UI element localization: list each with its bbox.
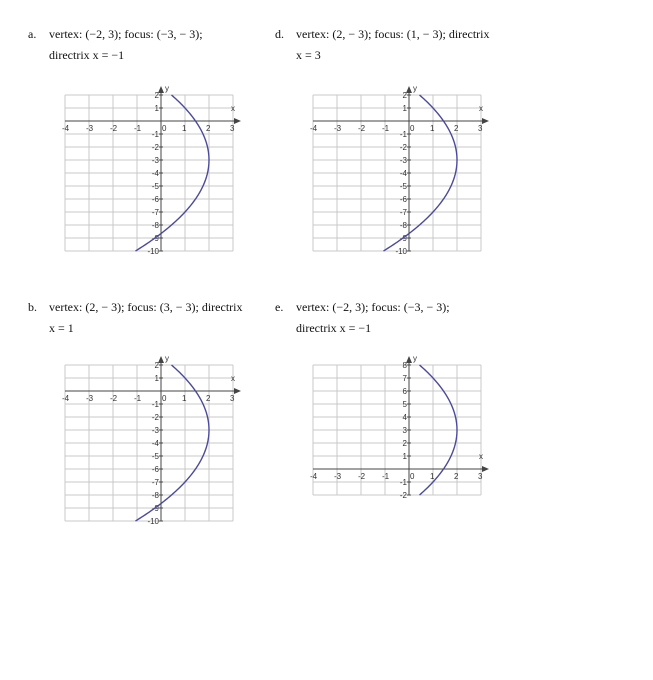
- y-tick-label: 1: [154, 374, 159, 383]
- x-tick-label: 0: [410, 472, 415, 481]
- y-tick-label: -4: [151, 439, 159, 448]
- x-axis-label: x: [231, 374, 235, 383]
- y-axis-label: y: [413, 355, 417, 363]
- y-tick-label: -5: [151, 452, 159, 461]
- x-axis-label: x: [231, 104, 235, 113]
- y-tick-label: -8: [151, 491, 159, 500]
- x-tick-label: 0: [410, 124, 415, 133]
- x-tick-label: -3: [86, 124, 94, 133]
- y-tick-label: -1: [399, 130, 407, 139]
- x-tick-label: -3: [86, 394, 94, 403]
- y-tick-label: -9: [151, 234, 159, 243]
- x-tick-label: -2: [358, 124, 366, 133]
- x-axis-arrow: [234, 388, 241, 394]
- x-axis-label: x: [479, 452, 483, 461]
- x-tick-label: 1: [430, 124, 435, 133]
- x-tick-label: -1: [134, 124, 142, 133]
- x-axis-label: x: [479, 104, 483, 113]
- option-letter: e.: [275, 300, 284, 314]
- x-tick-label: 1: [182, 124, 187, 133]
- y-tick-label: 1: [154, 104, 159, 113]
- y-tick-label: -4: [151, 169, 159, 178]
- option-line-2: directrix x = −1: [49, 48, 125, 62]
- y-tick-label: -3: [151, 156, 159, 165]
- y-tick-label: 3: [402, 426, 407, 435]
- graph-option-d: [303, 85, 503, 265]
- y-tick-label: 8: [402, 361, 407, 370]
- x-tick-label: 1: [430, 472, 435, 481]
- option-letter: d.: [275, 27, 284, 41]
- y-tick-label: -6: [151, 195, 159, 204]
- option-line-1: vertex: (2, − 3); focus: (1, − 3); directrix: [296, 27, 490, 41]
- y-tick-label: -2: [151, 143, 159, 152]
- y-tick-label: -1: [399, 478, 407, 487]
- y-tick-label: -7: [151, 478, 159, 487]
- x-tick-label: 3: [230, 124, 235, 133]
- y-tick-label: -2: [151, 413, 159, 422]
- option-d: [275, 25, 535, 65]
- x-tick-label: 3: [478, 124, 483, 133]
- y-tick-label: 7: [402, 374, 407, 383]
- y-tick-label: -4: [399, 169, 407, 178]
- y-tick-label: -3: [151, 426, 159, 435]
- x-tick-label: -4: [62, 124, 70, 133]
- y-tick-label: -1: [151, 400, 159, 409]
- y-tick-label: 2: [402, 439, 407, 448]
- option-line-2: directrix x = −1: [296, 321, 372, 335]
- x-tick-label: -2: [110, 124, 118, 133]
- y-tick-label: -5: [399, 182, 407, 191]
- x-tick-label: 1: [182, 394, 187, 403]
- y-tick-label: 1: [402, 452, 407, 461]
- option-letter: b.: [28, 300, 37, 314]
- x-axis-arrow: [234, 118, 241, 124]
- y-tick-label: -2: [399, 143, 407, 152]
- x-tick-label: -1: [382, 124, 390, 133]
- x-tick-label: 2: [454, 472, 459, 481]
- y-axis-label: y: [165, 85, 169, 93]
- x-tick-label: -1: [134, 394, 142, 403]
- option-e: [275, 298, 535, 338]
- y-tick-label: 5: [402, 400, 407, 409]
- y-tick-label: -6: [399, 195, 407, 204]
- y-tick-label: -7: [399, 208, 407, 217]
- y-tick-label: 2: [154, 361, 159, 370]
- option-line-2: x = 1: [49, 321, 74, 335]
- option-a: [28, 25, 278, 65]
- y-tick-label: -2: [399, 491, 407, 500]
- y-tick-label: -10: [395, 247, 407, 256]
- x-tick-label: -1: [382, 472, 390, 481]
- x-tick-label: 0: [162, 124, 167, 133]
- x-tick-label: -2: [358, 472, 366, 481]
- y-tick-label: -5: [151, 182, 159, 191]
- y-tick-label: -8: [399, 221, 407, 230]
- y-tick-label: -1: [151, 130, 159, 139]
- option-line-1: vertex: (−2, 3); focus: (−3, − 3);: [49, 27, 203, 41]
- y-tick-label: 4: [402, 413, 407, 422]
- y-tick-label: -9: [151, 504, 159, 513]
- x-tick-label: 2: [206, 124, 211, 133]
- y-axis-label: y: [413, 85, 417, 93]
- y-tick-label: -7: [151, 208, 159, 217]
- option-line-2: x = 3: [296, 48, 321, 62]
- y-tick-label: -9: [399, 234, 407, 243]
- option-b: [28, 298, 278, 338]
- y-tick-label: 2: [154, 91, 159, 100]
- x-axis-arrow: [482, 466, 489, 472]
- graph-option-a: [55, 85, 255, 265]
- y-tick-label: -10: [147, 517, 159, 526]
- y-tick-label: 6: [402, 387, 407, 396]
- option-line-1: vertex: (2, − 3); focus: (3, − 3); directrix: [49, 300, 243, 314]
- x-tick-label: 3: [478, 472, 483, 481]
- x-tick-label: -3: [334, 472, 342, 481]
- x-tick-label: -2: [110, 394, 118, 403]
- y-tick-label: -6: [151, 465, 159, 474]
- graph-option-e: [303, 355, 503, 509]
- y-tick-label: -10: [147, 247, 159, 256]
- y-axis-label: y: [165, 355, 169, 363]
- option-letter: a.: [28, 27, 37, 41]
- y-tick-label: 2: [402, 91, 407, 100]
- option-line-1: vertex: (−2, 3); focus: (−3, − 3);: [296, 300, 450, 314]
- x-tick-label: -4: [310, 124, 318, 133]
- x-tick-label: -4: [310, 472, 318, 481]
- x-tick-label: 2: [454, 124, 459, 133]
- y-tick-label: 1: [402, 104, 407, 113]
- x-tick-label: -3: [334, 124, 342, 133]
- graph-option-b: [55, 355, 255, 535]
- x-tick-label: 3: [230, 394, 235, 403]
- x-tick-label: -4: [62, 394, 70, 403]
- y-tick-label: -8: [151, 221, 159, 230]
- x-tick-label: 0: [162, 394, 167, 403]
- x-tick-label: 2: [206, 394, 211, 403]
- x-axis-arrow: [482, 118, 489, 124]
- y-tick-label: -3: [399, 156, 407, 165]
